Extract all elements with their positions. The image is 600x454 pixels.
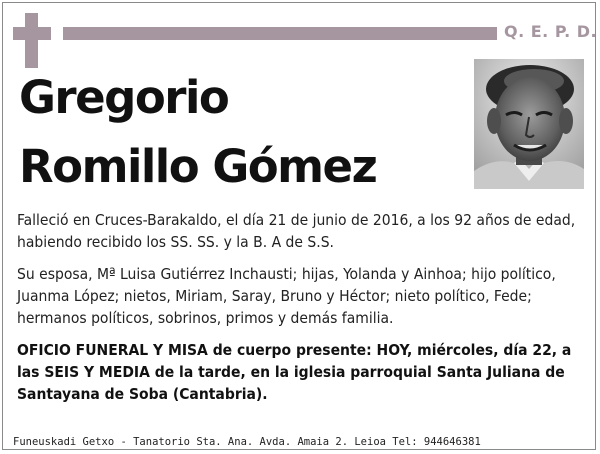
family-mourners-text: Su esposa, Mª Luisa Gutiérrez Inchausti; hijas, Yolanda y Ainhoa; hijo político, Juanma López; nietos, Miriam, Saray, Bruno y Héctor; nieto político, Fede; hermanos políticos, sobrinos, primos y demás familia. — [17, 265, 556, 327]
cross-icon — [25, 13, 38, 68]
funeral-home-footer: Funeuskadi Getxo - Tanatorio Sta. Ana. Avda. Amaia 2. Leioa Tel: 944646381 — [13, 436, 481, 448]
obituary-notice — [2, 2, 596, 450]
death-announcement-text: Falleció en Cruces-Barakaldo, el día 21 de junio de 2016, a los 92 años de edad, habiendo recibido los SS. SS. y la B. A de S.S. — [17, 211, 576, 251]
deceased-portrait-photo — [474, 59, 584, 189]
funeral-service-text: OFICIO FUNERAL Y MISA de cuerpo presente: HOY, miércoles, día 22, a las SEIS Y MEDIA de la tarde, en la iglesia parroquial Santa Juliana de Santayana de Soba (Cantabria). — [17, 341, 572, 403]
qepd-label: Q. E. P. D. — [504, 22, 598, 41]
deceased-first-name: Gregorio — [19, 71, 229, 124]
deceased-surnames: Romillo Gómez — [19, 140, 377, 193]
header-divider-bar — [63, 27, 497, 40]
cross-icon-bar — [13, 27, 51, 40]
